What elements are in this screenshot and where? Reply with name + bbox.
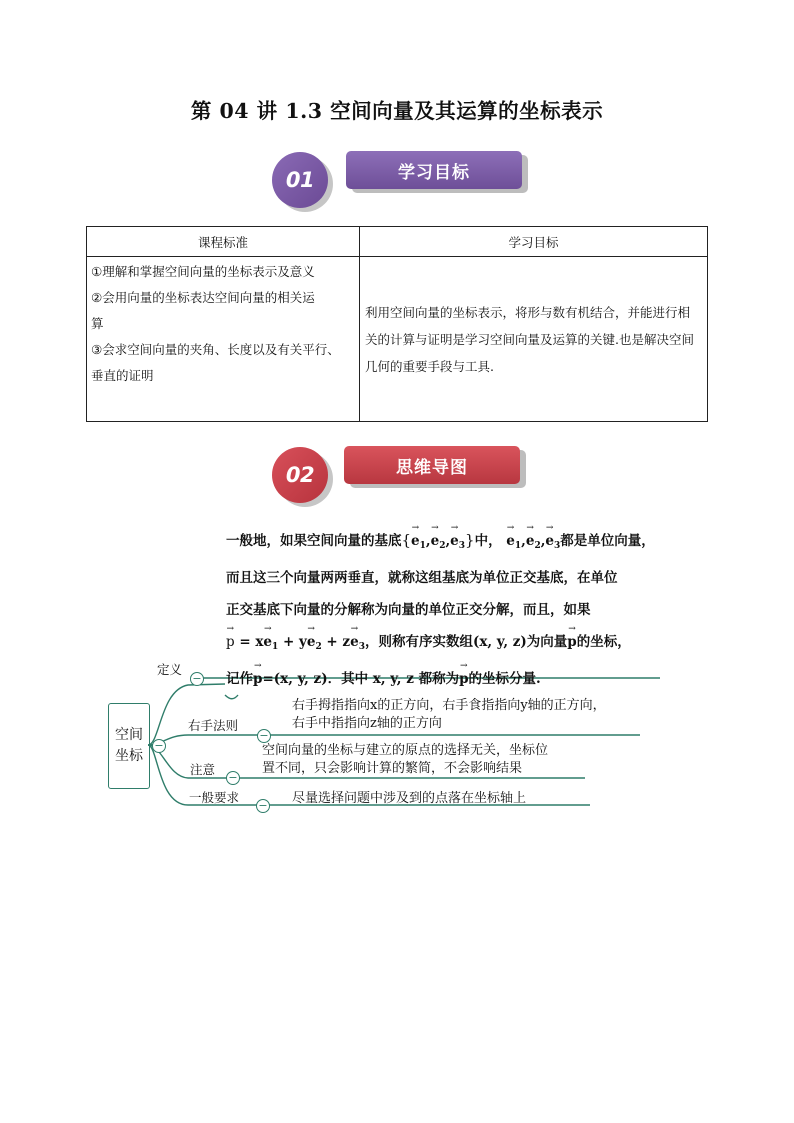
table-header-goal: 学习目标: [360, 227, 708, 257]
section-number: 02: [285, 463, 315, 487]
mindmap-root: 空间坐标: [108, 703, 150, 789]
table-header-standard: 课程标准: [87, 227, 360, 257]
section-label: 思维导图: [344, 446, 520, 484]
note-text: 空间向量的坐标与建立的原点的选择无关，坐标位 置不同，只会影响计算的繁简，不会影响结果: [262, 743, 549, 776]
standard-item: ③会求空间向量的夹角、长度以及有关平行、: [91, 342, 340, 357]
branch-label-right-hand: 右手法则: [188, 718, 239, 733]
branch-label-general: 一般要求: [189, 790, 240, 805]
collapse-icon[interactable]: −: [226, 771, 240, 785]
collapse-icon[interactable]: −: [152, 739, 166, 753]
right-hand-text: 右手拇指指向x的正方向，右手食指指向y轴的正方向， 右手中指指向z轴的正方向: [292, 698, 606, 731]
section-number: 01: [285, 168, 315, 192]
page-title: 第 04 讲 1.3 空间向量及其运算的坐标表示: [190, 99, 604, 123]
standard-item: 算: [91, 316, 104, 331]
section-label: 学习目标: [346, 151, 522, 189]
goal-text: 利用空间向量的坐标表示，将形与数有机结合，并能进行相关的计算与证明是学习空间向量及运算的关键.也是解决空间几何的重要手段与工具.: [365, 304, 694, 374]
branch-label-note: 注意: [190, 762, 216, 777]
definition-text: 一般地，如果空间向量的基底{→ $e_1,\to e_2,\to e_3$}中， → $e_1,\to e_2,\to e_3$都是单位向量， 而且这三个向量两两垂直，就称这组基底为单位正交基底，在单位 正交基底下向量的分解称为向量的单位正交分解，而且，如果 → $p = x\to e_1 + y\to e_2 + z\to e_3$，则称有序实数组(x, y, z)为向量→ p的坐标， 记作→ p=(x, y, z)．其中 x, y, z 都称为→ p的坐标分量.: [226, 524, 666, 695]
general-text: 尽量选择问题中涉及到的点落在坐标轴上: [292, 791, 527, 806]
collapse-icon[interactable]: −: [190, 672, 204, 686]
standard-item: 垂直的证明: [91, 368, 154, 383]
standard-item: ①理解和掌握空间向量的坐标表示及意义: [91, 264, 315, 279]
collapse-icon[interactable]: −: [256, 799, 270, 813]
standard-item: ②会用向量的坐标表达空间向量的相关运: [91, 290, 315, 305]
collapse-icon[interactable]: −: [257, 729, 271, 743]
branch-label-definition: 定义: [157, 662, 183, 677]
